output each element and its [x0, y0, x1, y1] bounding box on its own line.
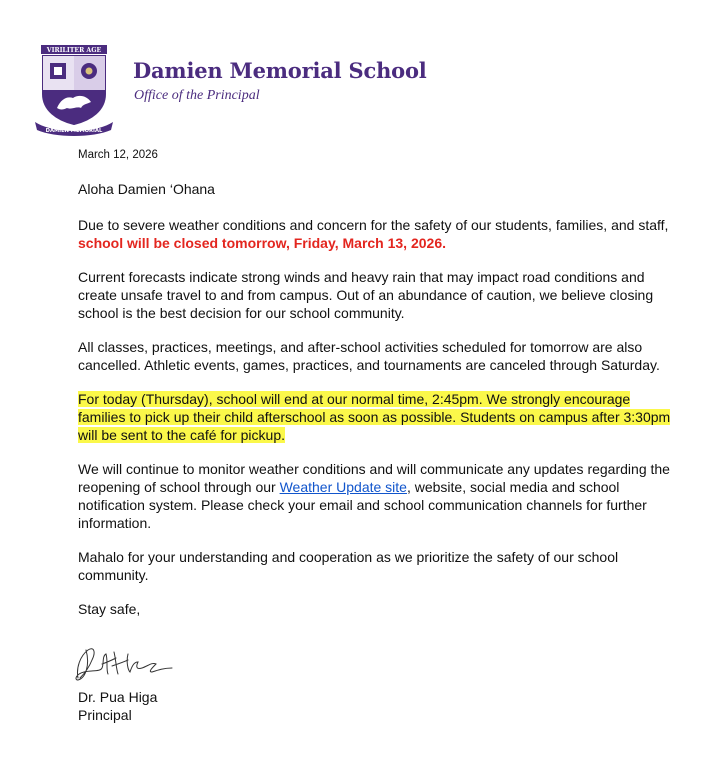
greeting: Aloha Damien ‘Ohana: [78, 181, 215, 197]
closure-notice: school will be closed tomorrow, Friday, March 13, 2026.: [78, 235, 446, 251]
letterhead: [0, 0, 710, 140]
letter-body: [78, 146, 678, 636]
forecast-paragraph: Current forecasts indicate strong winds and heavy rain that may impact road conditions and create unsafe travel to and from campus. Out of an abundance of caution, we believe closing school is the best decision for our school community.: [78, 269, 654, 321]
school-crest-logo: [33, 44, 115, 136]
early-dismissal-paragraph: [78, 390, 678, 444]
closure-paragraph: [78, 216, 678, 252]
early-dismissal-highlight: For today (Thursday), school will end at our normal time, 2:45pm. We strongly encourage families to pick up their child afterschool as soon as possible. Students on campus after 3:30pm will be sent to the café for pickup.: [78, 391, 671, 443]
principal-signature: [72, 638, 182, 688]
signer-block: [78, 688, 157, 724]
closing: Stay safe,: [78, 601, 141, 617]
crest-motto: VIRILITER AGE: [46, 47, 102, 55]
letter-date: March 12, 2026: [78, 149, 158, 161]
signer-title: Principal: [78, 707, 132, 723]
school-name: Damien Memorial School: [133, 58, 427, 83]
crest-banner-text: DAMIEN MEMORIAL: [45, 128, 103, 134]
cancellations-paragraph: All classes, practices, meetings, and after-school activities scheduled for tomorrow are also cancelled. Athletic events, games, practices, and tournaments are canceled through Saturday.: [78, 339, 660, 373]
updates-text-after: , website, social media and school notification system. Please check your email and school communication channels for further information.: [78, 479, 647, 531]
signer-name: Dr. Pua Higa: [78, 689, 158, 705]
updates-text-before: We will continue to monitor weather conditions and will communicate any updates regarding the reopening of school through our: [78, 461, 670, 495]
weather-update-link[interactable]: Weather Update site: [279, 479, 407, 495]
updates-paragraph: [78, 460, 678, 532]
office-title: Office of the Principal: [134, 88, 260, 103]
mahalo-paragraph: Mahalo for your understanding and cooperation as we prioritize the safety of our school community.: [78, 549, 619, 583]
closure-text: Due to severe weather conditions and concern for the safety of our students, families, and staff,: [78, 217, 669, 233]
